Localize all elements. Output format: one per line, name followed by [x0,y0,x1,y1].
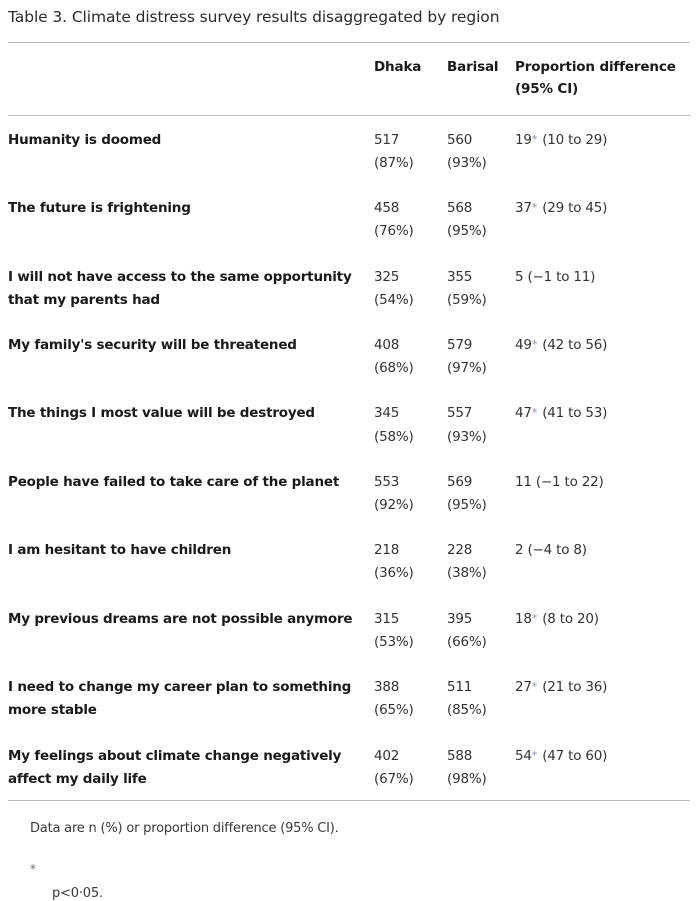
row-proportion-difference-cell [515,402,690,425]
table-row [0,321,700,389]
row-dhaka-value-count: 325 [374,268,400,285]
row-dhaka-cell [374,471,447,517]
row-proportion-difference-value: 2 [515,542,524,559]
row-dhaka-value [374,471,447,517]
row-barisal-percent: (97%) [447,360,487,377]
row-proportion-difference [515,608,690,631]
row-barisal-percent: (85%) [447,702,487,719]
row-barisal-value-count: 579 [447,336,473,353]
row-barisal-value [447,266,515,312]
row-dhaka-value [374,197,447,243]
row-dhaka-cell [374,129,447,175]
row-dhaka-cell [374,676,447,722]
row-barisal-value-count: 588 [447,747,473,764]
row-dhaka-value-count: 402 [374,747,400,764]
header-cell-proportion-difference [515,57,690,101]
row-barisal-value-count: 228 [447,542,473,559]
row-proportion-difference-value: 19 [515,131,532,148]
significance-asterisk-icon[interactable]: * [531,406,538,420]
row-dhaka-percent: (65%) [374,702,414,719]
row-barisal-cell [447,539,515,585]
row-confidence-interval: (−4 to 8) [527,542,587,559]
row-statement-label: My previous dreams are not possible anymore [8,610,353,627]
row-barisal-cell [447,676,515,722]
footnote-significance-text: p<0·05. [52,885,103,901]
row-barisal-cell [447,608,515,654]
row-proportion-difference-value: 27 [515,679,532,696]
header-label-barisal: Barisal [447,58,499,75]
row-dhaka-value [374,745,447,791]
row-statement-label: I will not have access to the same opportunity that my parents had [8,268,352,308]
row-dhaka-value-count: 345 [374,405,400,422]
row-statement-cell [8,539,374,562]
row-proportion-difference-value: 18 [515,610,532,627]
row-statement-label: I am hesitant to have children [8,542,232,559]
row-proportion-difference [515,676,690,699]
significance-asterisk-icon[interactable]: * [531,748,538,762]
row-barisal-value-count: 568 [447,200,473,217]
row-statement-label: My family's security will be threatened [8,336,297,353]
header-label-proportion-difference [515,57,685,101]
row-proportion-difference-cell [515,608,690,631]
row-dhaka-percent: (76%) [374,223,414,240]
row-barisal-cell [447,402,515,448]
row-dhaka-value [374,129,447,175]
table-row [0,458,700,526]
row-barisal-value [447,129,515,175]
row-proportion-difference [515,266,690,289]
row-confidence-interval: (21 to 36) [542,679,608,696]
row-confidence-interval: (10 to 29) [542,131,608,148]
row-dhaka-value [374,334,447,380]
table-row [0,253,700,321]
table-title: Table 3. Climate distress survey results disaggregated by region [8,8,500,26]
table-row [0,595,700,663]
row-proportion-difference-cell [515,471,690,494]
table-row [0,389,700,457]
row-barisal-percent: (93%) [447,154,487,171]
row-proportion-difference-value: 5 [515,268,524,285]
row-statement-cell [8,334,374,357]
row-confidence-interval: (42 to 56) [542,336,608,353]
row-dhaka-cell [374,402,447,448]
significance-asterisk-icon[interactable]: * [531,337,538,351]
row-dhaka-percent: (92%) [374,497,414,514]
row-barisal-value [447,334,515,380]
header-label-proportion-difference-line1: Proportion difference [515,58,676,75]
row-barisal-value-count: 511 [447,679,473,696]
row-barisal-cell [447,471,515,517]
table-footnotes [0,801,700,901]
row-dhaka-percent: (58%) [374,428,414,445]
row-barisal-cell [447,745,515,791]
significance-asterisk-icon[interactable]: * [531,201,538,215]
row-proportion-difference-cell [515,129,690,152]
row-barisal-cell [447,266,515,312]
row-statement-cell [8,471,374,494]
row-statement-cell [8,266,374,312]
row-confidence-interval: (−1 to 11) [527,268,596,285]
row-barisal-percent: (95%) [447,223,487,240]
row-barisal-value [447,402,515,448]
row-statement-label: People have failed to take care of the planet [8,473,340,490]
header-label-proportion-difference-line2: (95% CI) [515,80,579,97]
row-confidence-interval: (47 to 60) [542,747,608,764]
row-dhaka-value [374,608,447,654]
table-body [0,116,700,800]
row-statement-cell [8,676,374,722]
row-barisal-percent: (59%) [447,291,487,308]
row-barisal-cell [447,197,515,243]
row-dhaka-percent: (67%) [374,770,414,787]
row-statement-label: I need to change my career plan to something more stable [8,679,352,719]
row-dhaka-value-count: 408 [374,336,400,353]
row-dhaka-cell [374,539,447,585]
row-barisal-value-count: 355 [447,268,473,285]
row-proportion-difference [515,745,690,768]
row-barisal-cell [447,334,515,380]
row-proportion-difference-value: 54 [515,747,532,764]
row-proportion-difference-value: 47 [515,405,532,422]
header-cell-dhaka [374,57,447,79]
row-confidence-interval: (29 to 45) [542,200,608,217]
row-barisal-value-count: 569 [447,473,473,490]
row-dhaka-value [374,676,447,722]
row-barisal-value [447,197,515,243]
row-barisal-value-count: 395 [447,610,473,627]
footnote-data-note: Data are n (%) or proportion difference (95% CI). [30,821,339,837]
row-dhaka-cell [374,608,447,654]
row-dhaka-value-count: 517 [374,131,400,148]
row-dhaka-value-count: 218 [374,542,400,559]
row-proportion-difference [515,539,690,562]
row-barisal-percent: (66%) [447,633,487,650]
row-barisal-percent: (95%) [447,497,487,514]
row-dhaka-value [374,539,447,585]
row-barisal-percent: (93%) [447,428,487,445]
row-barisal-value [447,608,515,654]
row-statement-label: The future is frightening [8,200,191,217]
row-barisal-value [447,676,515,722]
row-barisal-value-count: 560 [447,131,473,148]
row-dhaka-value-count: 388 [374,679,400,696]
row-proportion-difference-value: 49 [515,336,532,353]
row-proportion-difference [515,129,690,152]
row-dhaka-value-count: 458 [374,200,400,217]
row-proportion-difference [515,197,690,220]
row-dhaka-value [374,266,447,312]
row-dhaka-cell [374,334,447,380]
row-proportion-difference [515,471,690,494]
row-confidence-interval: (41 to 53) [542,405,608,422]
row-proportion-difference-cell [515,334,690,357]
row-proportion-difference [515,334,690,357]
row-dhaka-cell [374,745,447,791]
row-statement-cell [8,402,374,425]
row-dhaka-value-count: 315 [374,610,400,627]
row-dhaka-cell [374,197,447,243]
row-barisal-value [447,745,515,791]
row-proportion-difference-value: 37 [515,200,532,217]
row-proportion-difference-cell [515,745,690,768]
row-statement-label: The things I most value will be destroyed [8,405,315,422]
row-dhaka-value [374,402,447,448]
table-row [0,663,700,731]
table-row [0,184,700,252]
row-dhaka-percent: (54%) [374,291,414,308]
significance-asterisk-icon[interactable]: * [531,132,538,146]
table-row [0,732,700,800]
row-dhaka-cell [374,266,447,312]
footnote-asterisk-marker: * [30,861,36,876]
row-confidence-interval: (8 to 20) [542,610,599,627]
row-proportion-difference-cell [515,676,690,699]
header-cell-barisal [447,57,515,79]
row-barisal-percent: (38%) [447,565,487,582]
row-barisal-value-count: 557 [447,405,473,422]
row-barisal-cell [447,129,515,175]
row-dhaka-percent: (68%) [374,360,414,377]
row-statement-cell [8,608,374,631]
row-dhaka-percent: (53%) [374,633,414,650]
row-confidence-interval: (−1 to 22) [535,473,604,490]
row-proportion-difference [515,402,690,425]
table-row [0,116,700,184]
row-barisal-value [447,471,515,517]
row-barisal-value [447,539,515,585]
row-barisal-percent: (98%) [447,770,487,787]
row-statement-label: My feelings about climate change negatively affect my daily life [8,747,342,787]
row-proportion-difference-cell [515,266,690,289]
significance-asterisk-icon[interactable]: * [531,611,538,625]
row-statement-cell [8,745,374,791]
row-dhaka-percent: (87%) [374,154,414,171]
row-proportion-difference-value: 11 [515,473,532,490]
row-proportion-difference-cell [515,197,690,220]
table-row [0,526,700,594]
header-label-dhaka: Dhaka [374,58,422,75]
row-statement-cell [8,197,374,220]
row-dhaka-percent: (36%) [374,565,414,582]
row-dhaka-value-count: 553 [374,473,400,490]
table-header-row [0,43,700,115]
row-proportion-difference-cell [515,539,690,562]
significance-asterisk-icon[interactable]: * [531,680,538,694]
row-statement-label: Humanity is doomed [8,131,162,148]
row-statement-cell [8,129,374,152]
